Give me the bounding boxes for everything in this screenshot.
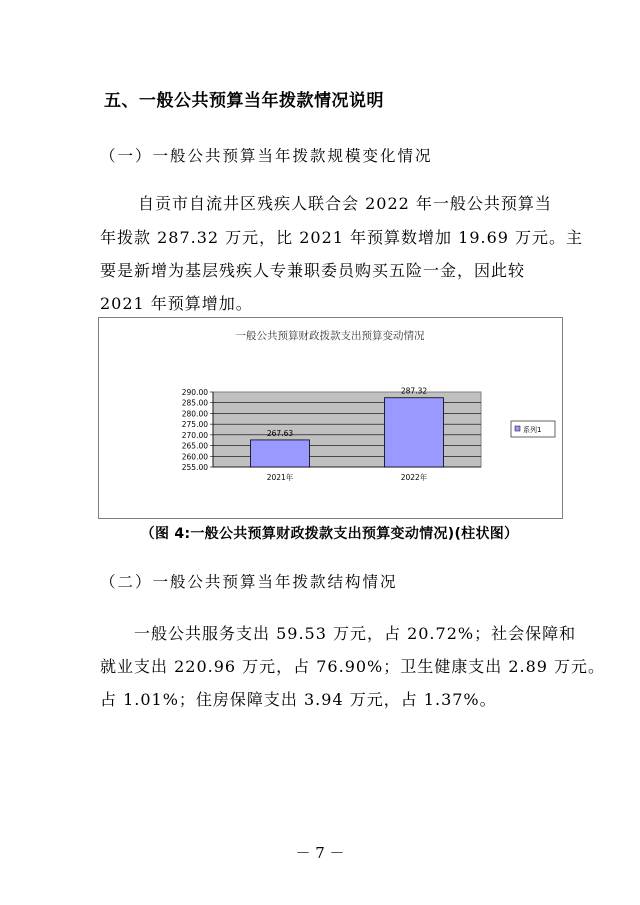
para1-line-2: 年拨款 287.32 万元，比 2021 年预算数增加 19.69 万元。主 xyxy=(100,228,584,247)
figure-caption: （图 4:一般公共预算财政拨款支出预算变动情况)(柱状图） xyxy=(140,526,519,542)
bar-data-label: 267.63 xyxy=(266,428,294,438)
para1-line-1: 自贡市自流井区残疾人联合会 2022 年一般公共预算当 xyxy=(138,194,552,213)
legend-swatch xyxy=(515,426,520,431)
para2-line-1: 一般公共服务支出 59.53 万元，占 20.72%；社会保障和 xyxy=(134,624,577,643)
y-tick-label: 290.00 xyxy=(181,388,208,397)
legend-label: 系列1 xyxy=(523,426,542,434)
y-tick-label: 265.00 xyxy=(181,441,208,451)
y-tick-label: 260.00 xyxy=(181,452,208,462)
bar-data-label: 287.32 xyxy=(400,386,428,396)
y-tick-label: 255.00 xyxy=(181,463,208,472)
y-tick-label: 280.00 xyxy=(181,409,208,419)
para2-line-3: 占 1.01%；住房保障支出 3.94 万元，占 1.37%。 xyxy=(100,690,497,709)
subsection-heading-1: （一）一般公共预算当年拨款规模变化情况 xyxy=(100,147,433,165)
bar xyxy=(385,398,444,467)
bar-chart-svg xyxy=(99,318,562,518)
x-tick-label: 2021年 xyxy=(266,473,294,482)
para2-line-2: 就业支出 220.96 万元，占 76.90%；卫生健康支出 2.89 万元。 xyxy=(100,657,606,676)
chart-title: 一般公共预算财政拨款支出预算变动情况 xyxy=(235,330,425,342)
para1-line-4: 2021 年预算增加。 xyxy=(100,294,253,313)
y-tick-label: 285.00 xyxy=(181,398,208,408)
y-tick-label: 275.00 xyxy=(181,420,208,430)
bar-chart xyxy=(98,317,563,519)
bar xyxy=(251,440,310,467)
x-tick-label: 2022年 xyxy=(400,473,428,482)
page-number: － 7 － xyxy=(295,844,345,862)
y-tick-label: 270.00 xyxy=(181,430,208,440)
para1-line-3: 要是新增为基层残疾人专兼职委员购买五险一金，因此较 xyxy=(100,261,526,280)
subsection-heading-2: （二）一般公共预算当年拨款结构情况 xyxy=(100,573,398,591)
section-heading: 五、一般公共预算当年拨款情况说明 xyxy=(104,91,384,111)
